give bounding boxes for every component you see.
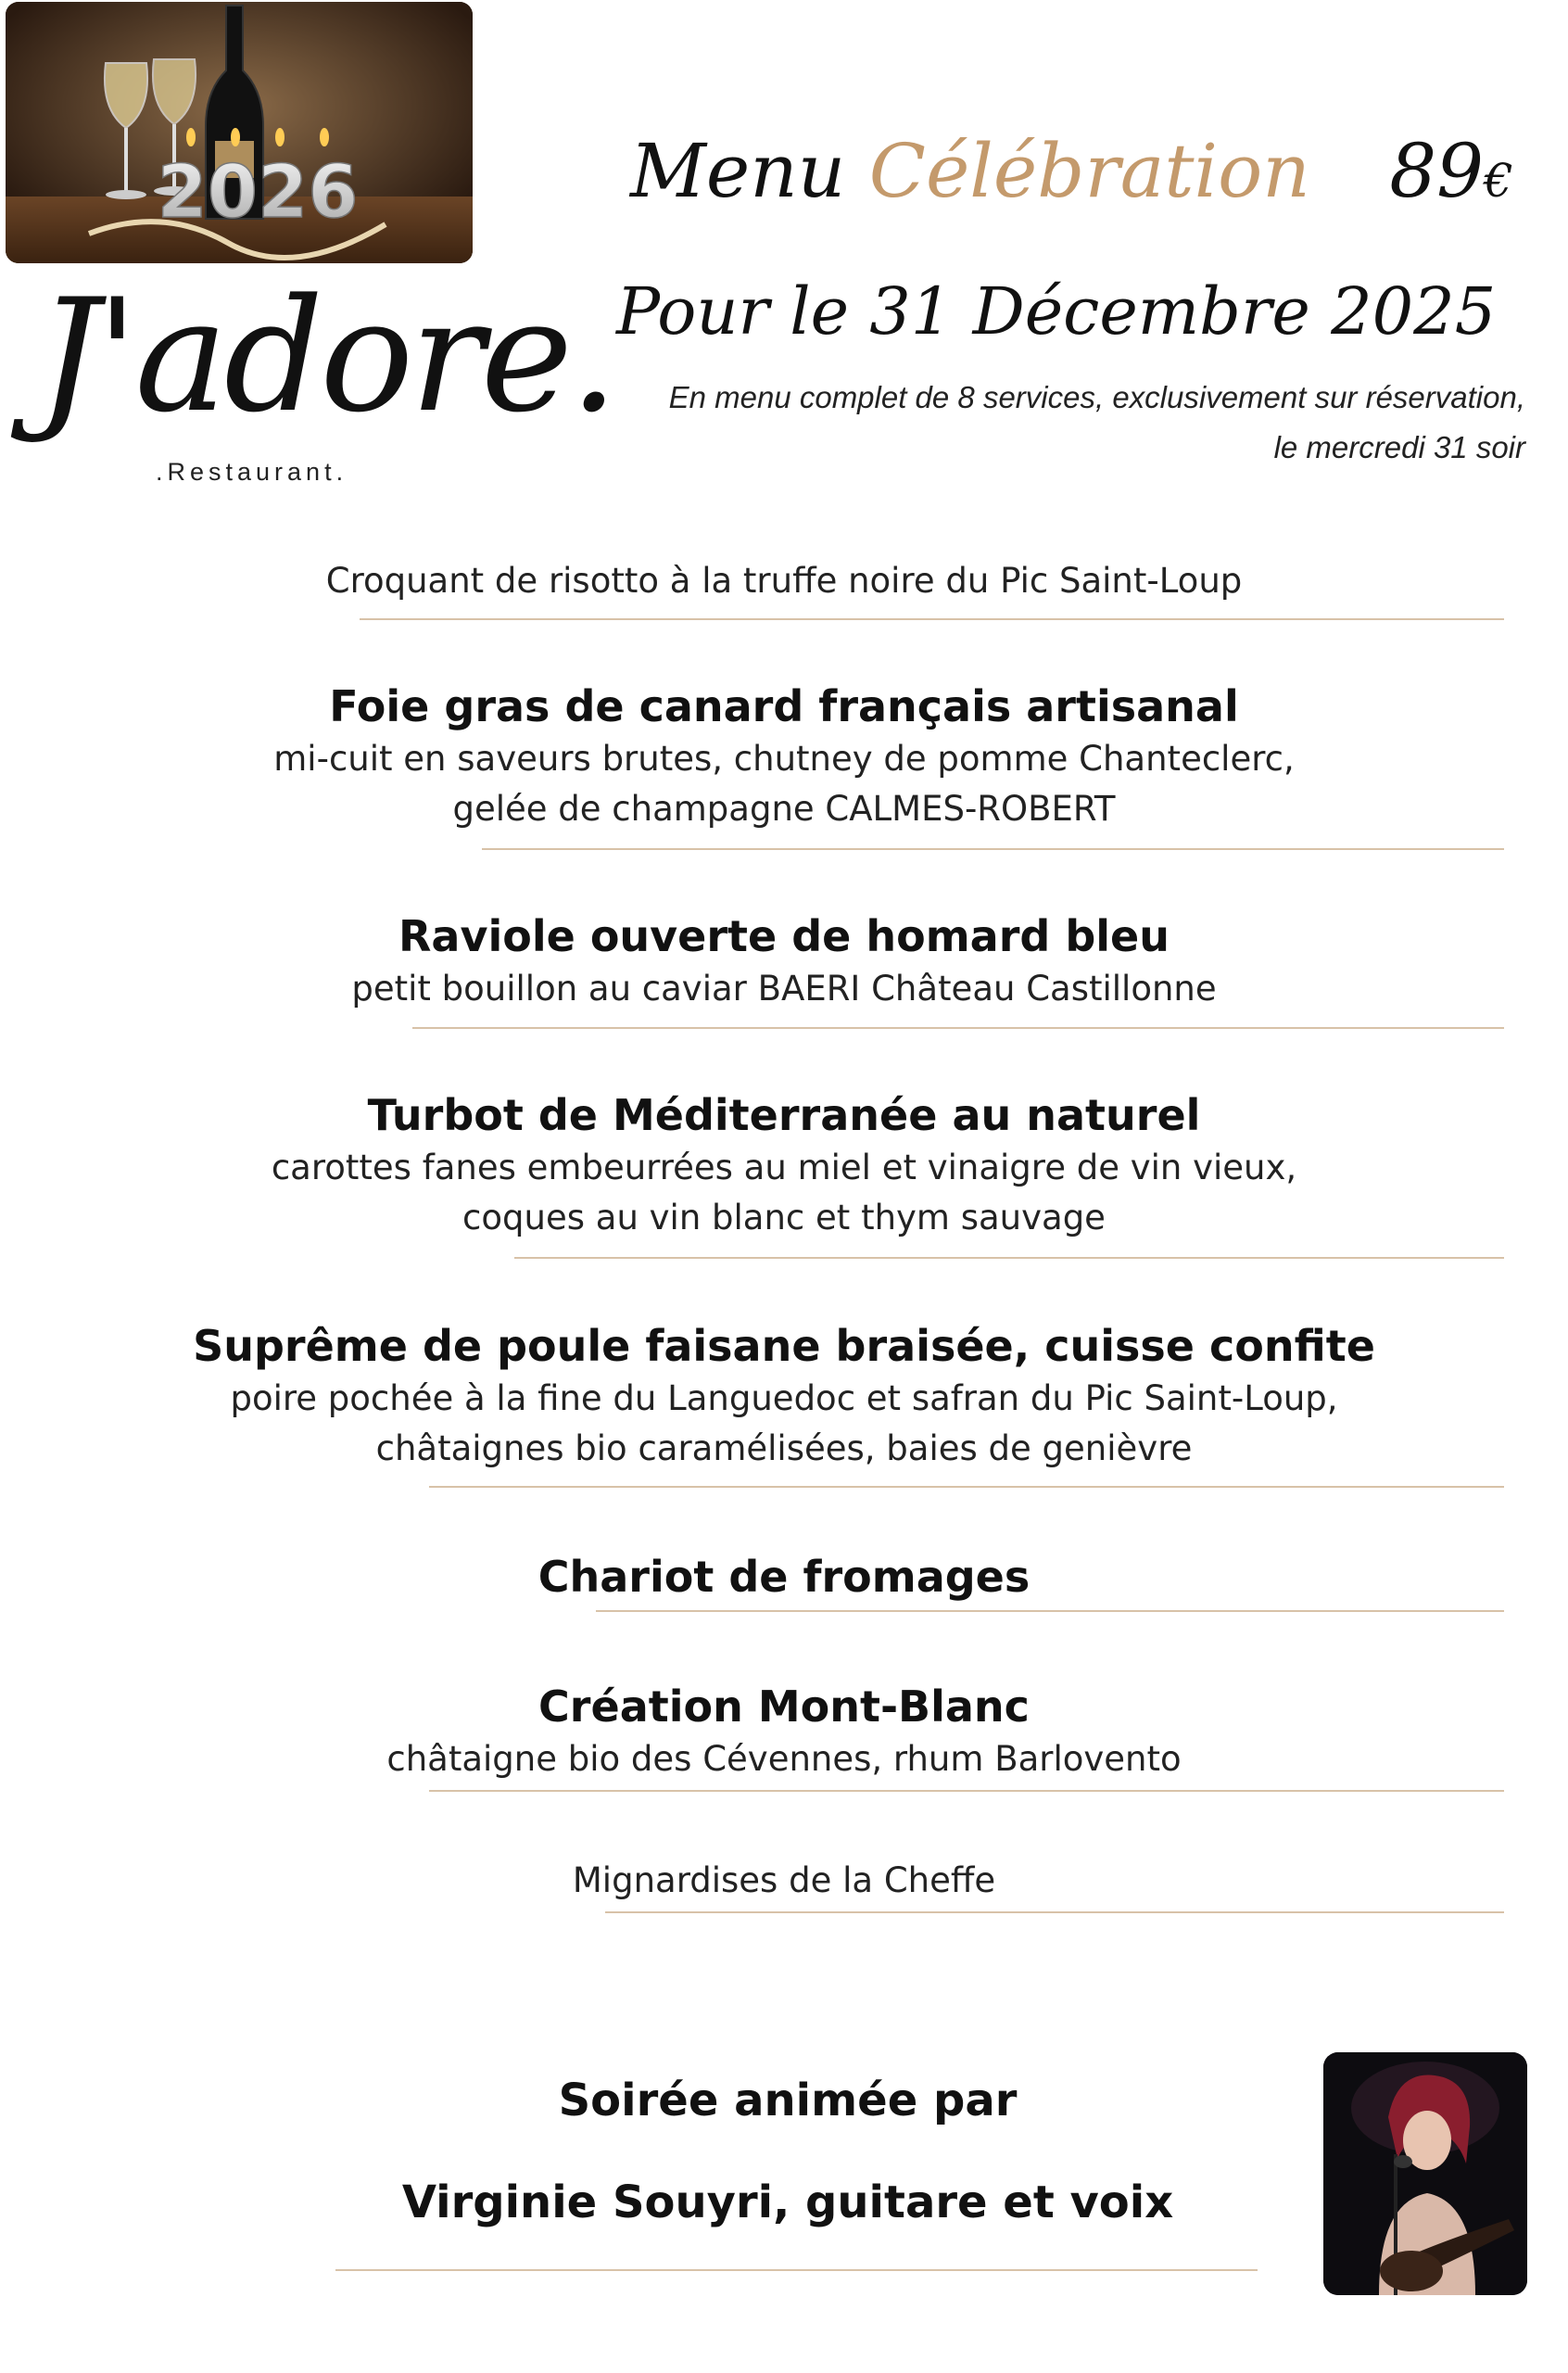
divider [429,1486,1504,1488]
divider [605,1911,1504,1913]
course-dish: Création Mont-Blanc [538,1681,1030,1732]
intro-line-2: le mercredi 31 soir [1273,430,1525,464]
course-dish: Foie gras de canard français artisanal [329,681,1239,731]
menu-word: Menu [630,128,846,214]
divider [514,1257,1504,1259]
performer-illustration [1323,2052,1527,2295]
menu-intro [599,373,1525,473]
restaurant-logo: J'adore. [37,265,615,447]
event-date: Pour le 31 Décembre 2025 [616,273,1497,349]
price-value: 89 [1389,128,1485,214]
performer-name: Virginie Souyri, guitare et voix [401,2176,1174,2228]
course-desc: gelée de champagne CALMES-ROBERT [452,789,1116,829]
course-8 [0,1856,1568,1906]
course-desc: petit bouillon au caviar BAERI Château Castillonne [351,969,1217,1009]
evening-host-label: Soirée animée par [558,2075,1018,2126]
menu-price [1389,128,1513,214]
performer-photo [1323,2052,1527,2295]
divider [429,1790,1504,1792]
course-dish: Raviole ouverte de homard bleu [398,911,1170,961]
course-desc: châtaignes bio caramélisées, baies de genièvre [375,1428,1193,1468]
course-desc: Mignardises de la Cheffe [572,1860,996,1900]
course-dish: Chariot de fromages [537,1552,1031,1602]
celebration-illustration [6,2,473,263]
course-desc: coques au vin blanc et thym sauvage [462,1198,1106,1237]
course-7 [0,1679,1568,1784]
course-4 [0,1087,1568,1243]
course-3 [0,908,1568,1014]
course-2 [0,679,1568,834]
year-candles: 2026 [157,151,359,235]
intro-line-1: En menu complet de 8 services, exclusivement sur réservation, [668,380,1525,414]
course-desc: carottes fanes embeurrées au miel et vinaigre de vin vieux, [271,1148,1297,1187]
course-desc: châtaigne bio des Cévennes, rhum Barlovento [386,1739,1182,1779]
celebration-word: Célébration [868,128,1310,214]
divider [482,848,1504,850]
course-desc: Croquant de risotto à la truffe noire du Pic Saint-Loup [325,561,1243,601]
menu-title [630,128,1513,214]
course-desc: poire pochée à la fine du Languedoc et safran du Pic Saint-Loup, [230,1378,1338,1418]
celebration-photo [6,2,473,263]
course-desc: mi-cuit en saveurs brutes, chutney de pomme Chanteclerc, [273,739,1295,779]
divider [596,1610,1504,1612]
course-5 [0,1318,1568,1474]
currency-symbol: € [1484,154,1513,208]
course-dish: Turbot de Méditerranée au naturel [367,1090,1201,1140]
divider [360,618,1504,620]
course-dish: Suprême de poule faisane braisée, cuisse confite [193,1321,1375,1371]
course-1 [0,556,1568,606]
divider [335,2269,1258,2271]
course-6 [0,1549,1568,1605]
divider [412,1027,1504,1029]
restaurant-logo-subtitle: .Restaurant. [156,458,348,486]
